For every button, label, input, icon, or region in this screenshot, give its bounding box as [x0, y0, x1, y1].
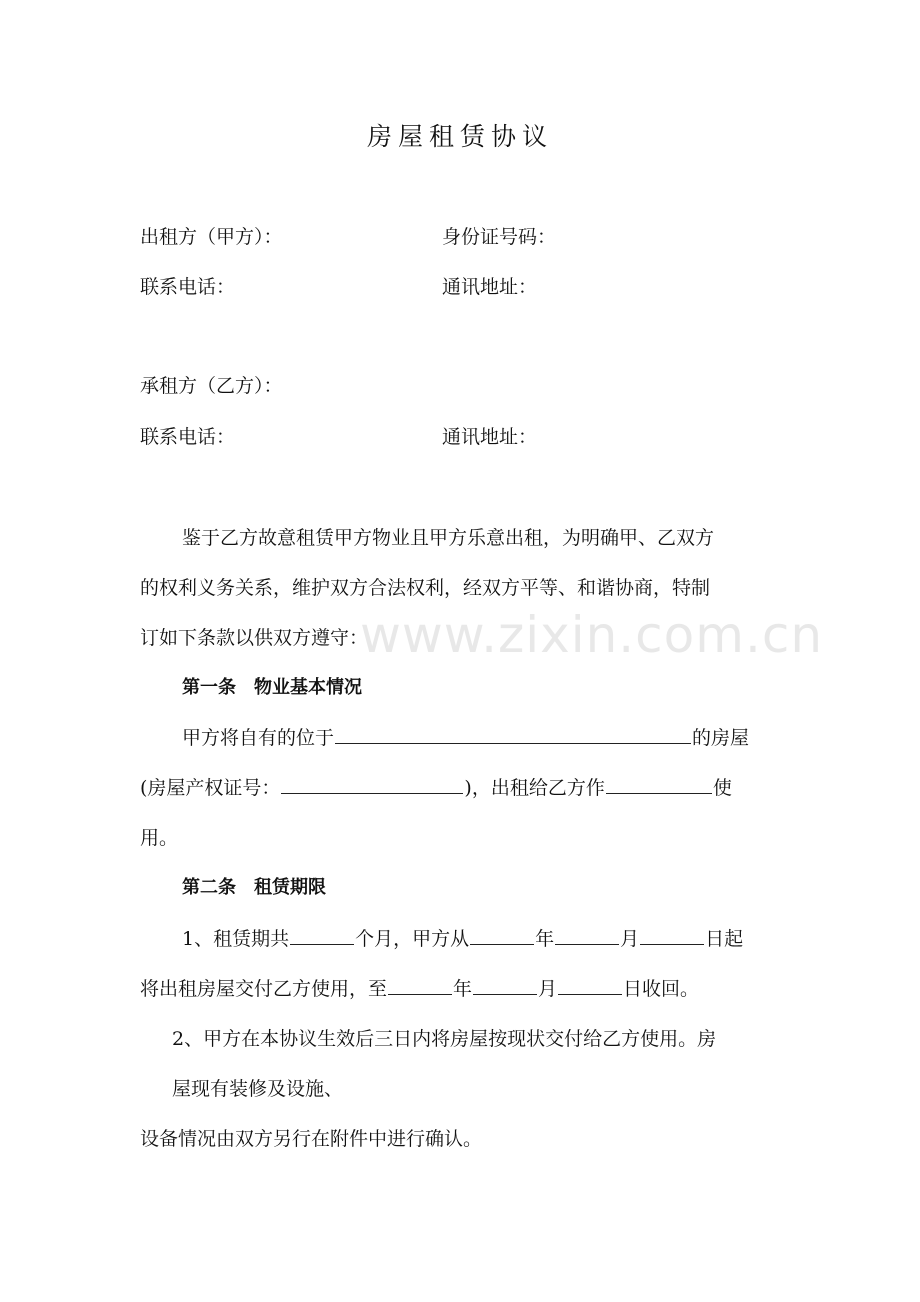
property-cert-prefix: (房屋产权证号：: [140, 777, 281, 799]
article1-heading: [182, 673, 362, 703]
lessor-id-label: 身份证号码：: [442, 226, 557, 248]
article1-location-suffix: 的房屋: [692, 727, 750, 749]
start-month-blank[interactable]: [555, 924, 619, 945]
document-title: 房屋租赁协议: [366, 122, 553, 151]
end-day-label: 日收回。: [623, 978, 700, 1000]
site-watermark: www.zixin.com.cn: [360, 606, 824, 664]
start-day-blank[interactable]: [640, 924, 704, 945]
start-day-label: 日起: [705, 928, 744, 950]
start-month-label: 月: [620, 928, 640, 950]
location-blank[interactable]: [335, 723, 691, 744]
preamble-line-2: 的权利义务关系，维护双方合法权利，经双方平等、和谐协商，特制: [140, 577, 711, 599]
usage-blank[interactable]: [606, 773, 712, 794]
end-year-label: 年: [453, 978, 473, 1000]
start-year-label: 年: [535, 928, 555, 950]
end-date-prefix: 将出租房屋交付乙方使用，至: [140, 978, 388, 1000]
article2-p1-line-1: [182, 924, 743, 954]
lessor-label: 出租方（甲方）：: [140, 226, 283, 248]
end-month-label: 月: [538, 978, 558, 1000]
lease-term-prefix: 1、租赁期共: [182, 928, 290, 950]
article1-heading-num: 第一条: [182, 677, 236, 698]
property-cert-suffix: )，出租给乙方作: [464, 777, 605, 799]
article2-heading-title: 租赁期限: [254, 877, 326, 898]
end-year-blank[interactable]: [388, 974, 452, 995]
preamble-line-1: 鉴于乙方故意租赁甲方物业且甲方乐意出租，为明确甲、乙双方: [182, 527, 715, 549]
lessor-address-label: 通讯地址：: [442, 276, 538, 298]
preamble-line-3: 订如下条款以供双方遵守：: [140, 627, 369, 649]
article2-p2-line-3: 设备情况由双方另行在附件中进行确认。: [140, 1128, 483, 1150]
article1-heading-title: 物业基本情况: [254, 677, 362, 698]
lessee-phone-label: 联系电话：: [140, 426, 236, 448]
article1-line-1: [182, 723, 749, 753]
end-month-blank[interactable]: [473, 974, 537, 995]
lessee-label: 承租方（乙方）：: [140, 375, 283, 397]
months-suffix: 个月，甲方从: [355, 928, 470, 950]
article2-heading: [182, 873, 326, 903]
article2-p2-line-2: 屋现有装修及设施、: [172, 1078, 344, 1100]
lessee-address-label: 通讯地址：: [442, 426, 538, 448]
article2-p2-line-1: 2、甲方在本协议生效后三日内将房屋按现状交付给乙方使用。房: [172, 1028, 717, 1050]
start-year-blank[interactable]: [470, 924, 534, 945]
article1-line-2: [140, 773, 732, 803]
usage-suffix: 使: [712, 777, 732, 799]
months-blank[interactable]: [290, 924, 354, 945]
article1-location-prefix: 甲方将自有的位于: [182, 727, 335, 749]
lessor-phone-label: 联系电话：: [140, 276, 236, 298]
property-cert-blank[interactable]: [281, 773, 463, 794]
article2-p1-line-2: [140, 974, 699, 1004]
article1-line-3: 用。: [140, 827, 179, 849]
end-day-blank[interactable]: [558, 974, 622, 995]
article2-heading-num: 第二条: [182, 877, 236, 898]
